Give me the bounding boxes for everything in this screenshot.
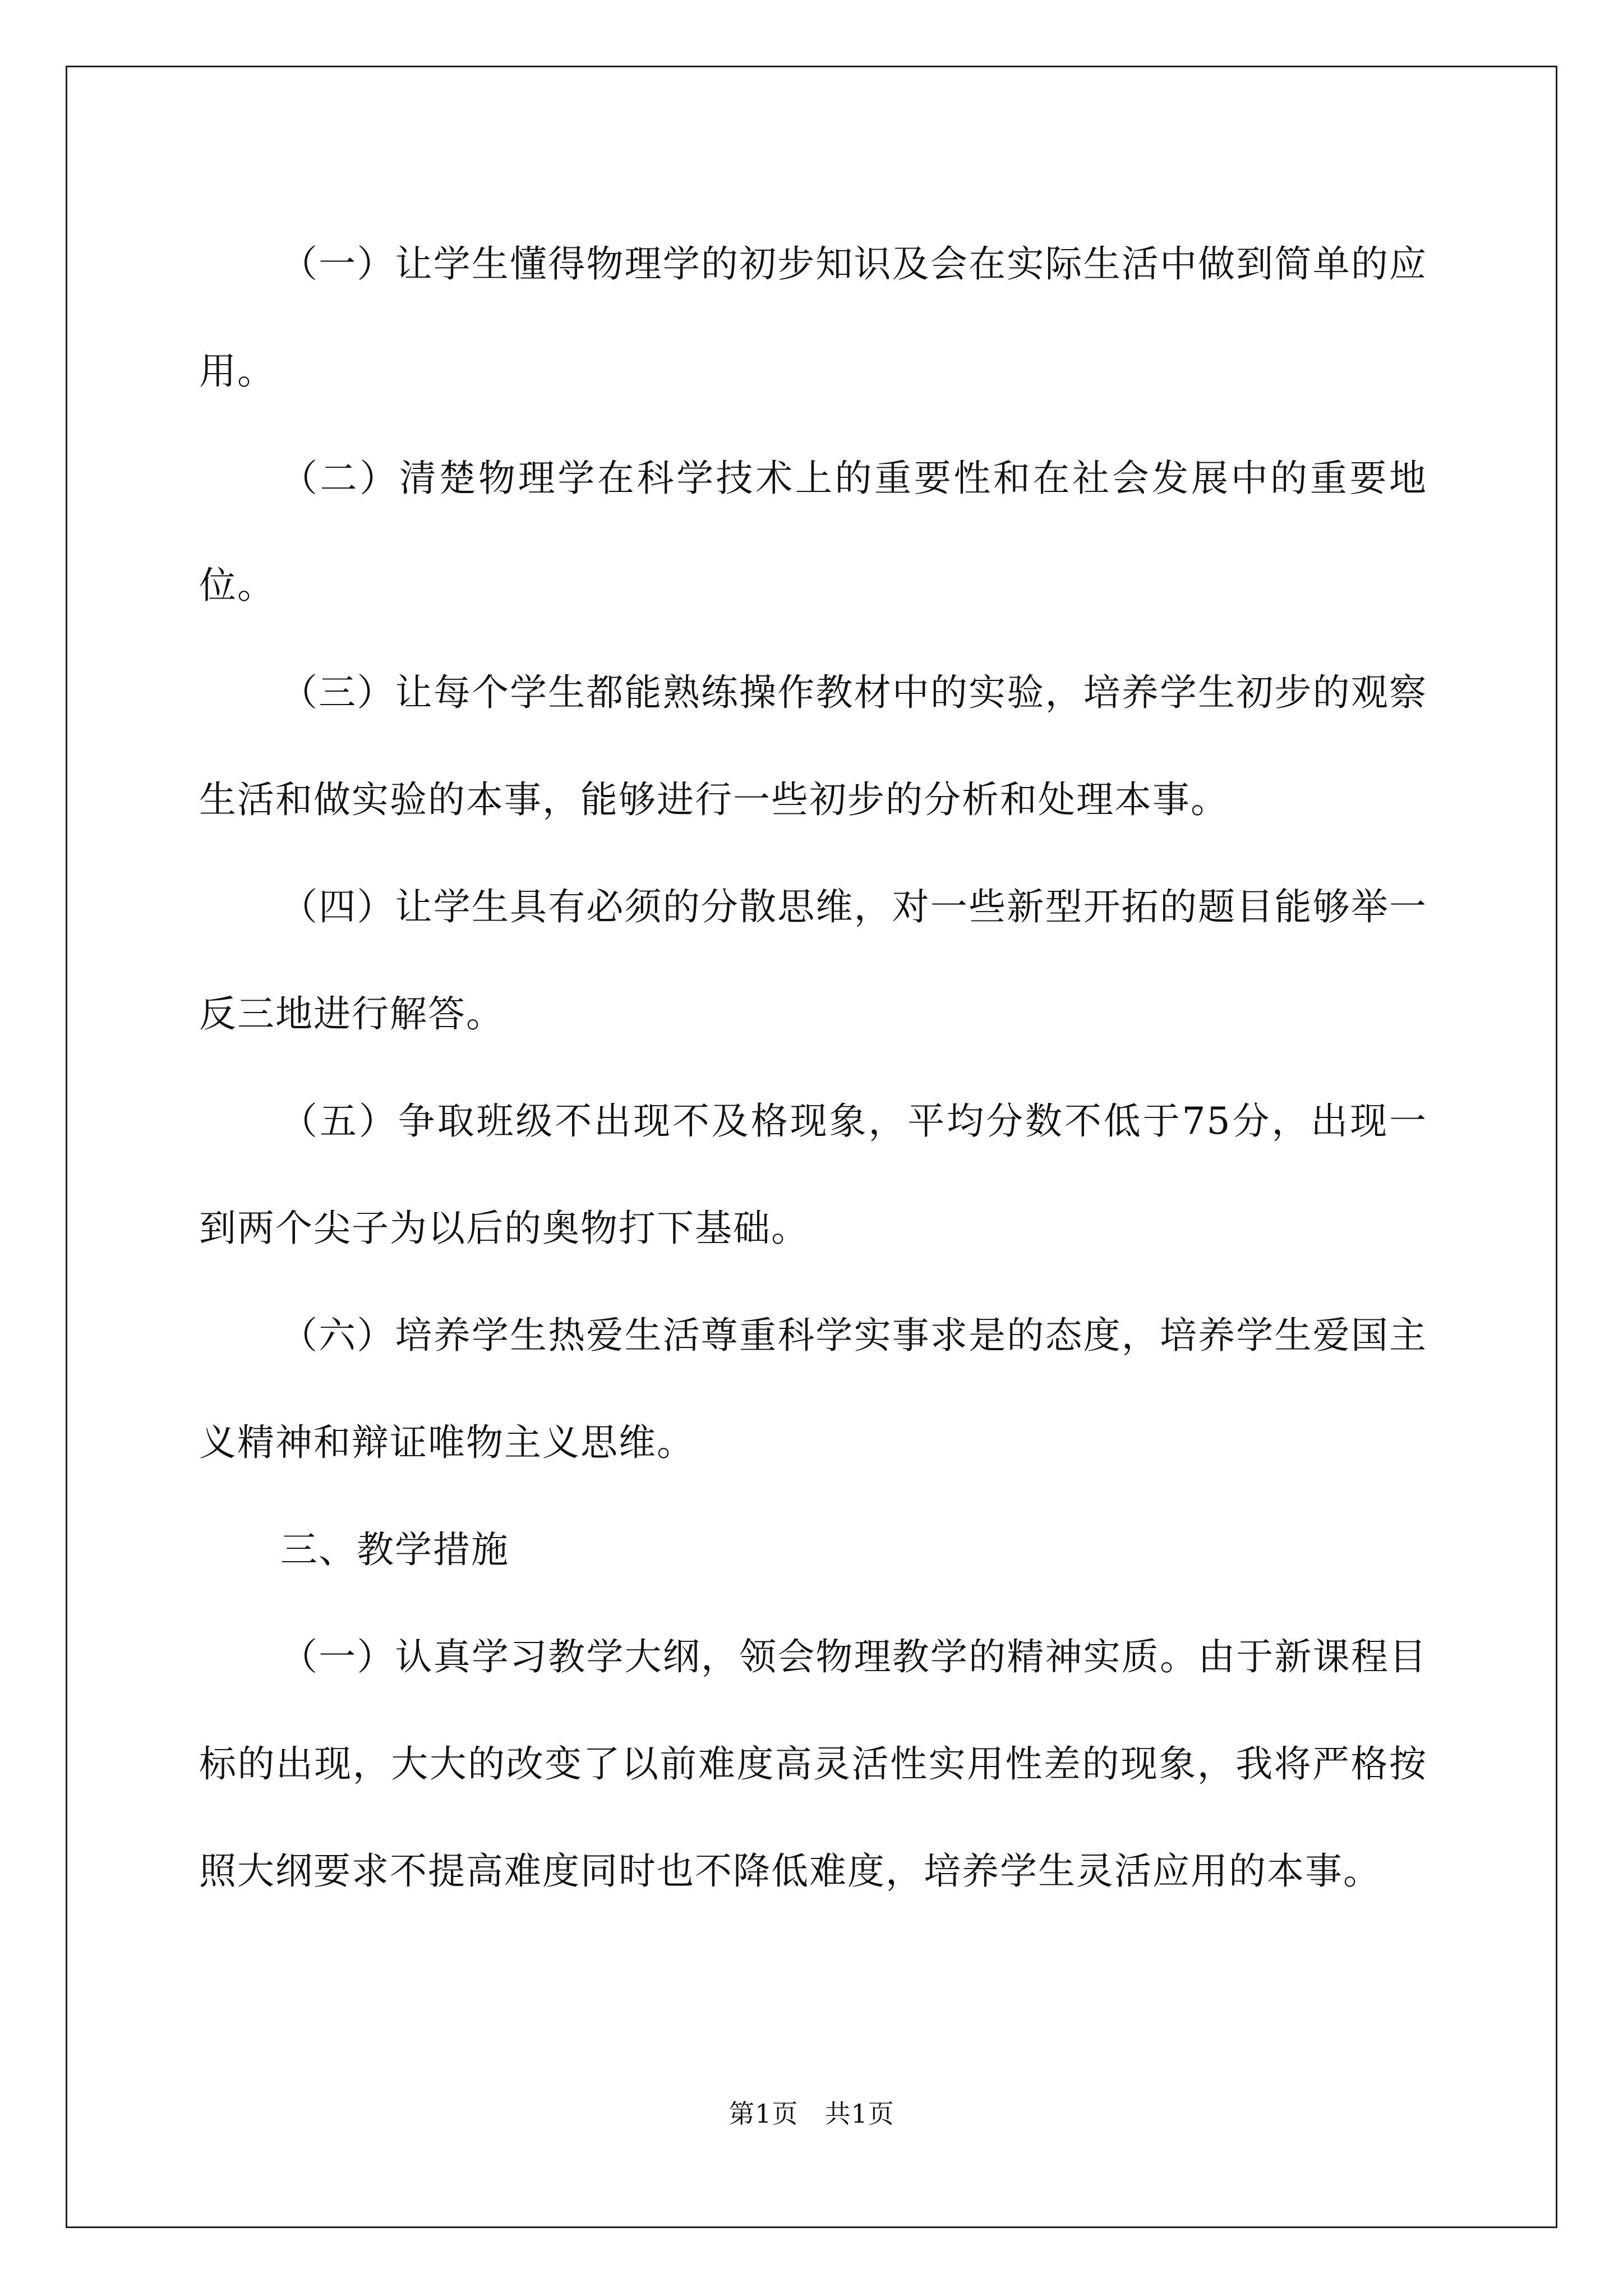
section-heading-teaching-measures: 三、教学措施 [280,1528,509,1571]
paragraph-measure-1: （一）认真学习教学大纲，领会物理教学的精神实质。由于新课程目标的出现，大大的改变了以前难度高灵活性实用性差的现象，我将严格按照大纲要求不提高难度同时也不降低难度，培养学生灵活应用的本事。 [199,1635,1427,1893]
paragraph-goal-1: （一）让学生懂得物理学的初步知识及会在实际生活中做到简单的应用。 [199,242,1427,393]
paragraph-goal-2: （二）清楚物理学在科学技术上的重要性和在社会发展中的重要地位。 [199,457,1427,607]
paragraph-goal-3: （三）让每个学生都能熟练操作教材中的实验，培养学生初步的观察生活和做实验的本事，能够进行一些初步的分析和处理本事。 [199,671,1427,821]
page-number: 第1页 [728,2099,799,2129]
paragraph-goal-6: （六）培养学生热爱生活尊重科学实事求是的态度，培养学生爱国主义精神和辩证唯物主义思维。 [199,1314,1427,1464]
page-footer [0,2097,1623,2131]
page-total: 共1页 [824,2099,895,2129]
paragraph-goal-4: （四）让学生具有必须的分散思维，对一些新型开拓的题目能够举一反三地进行解答。 [199,885,1427,1036]
document-body [199,210,1427,1925]
paragraph-goal-5: （五）争取班级不出现不及格现象，平均分数不低于75分，出现一到两个尖子为以后的奥物打下基础。 [199,1099,1427,1250]
